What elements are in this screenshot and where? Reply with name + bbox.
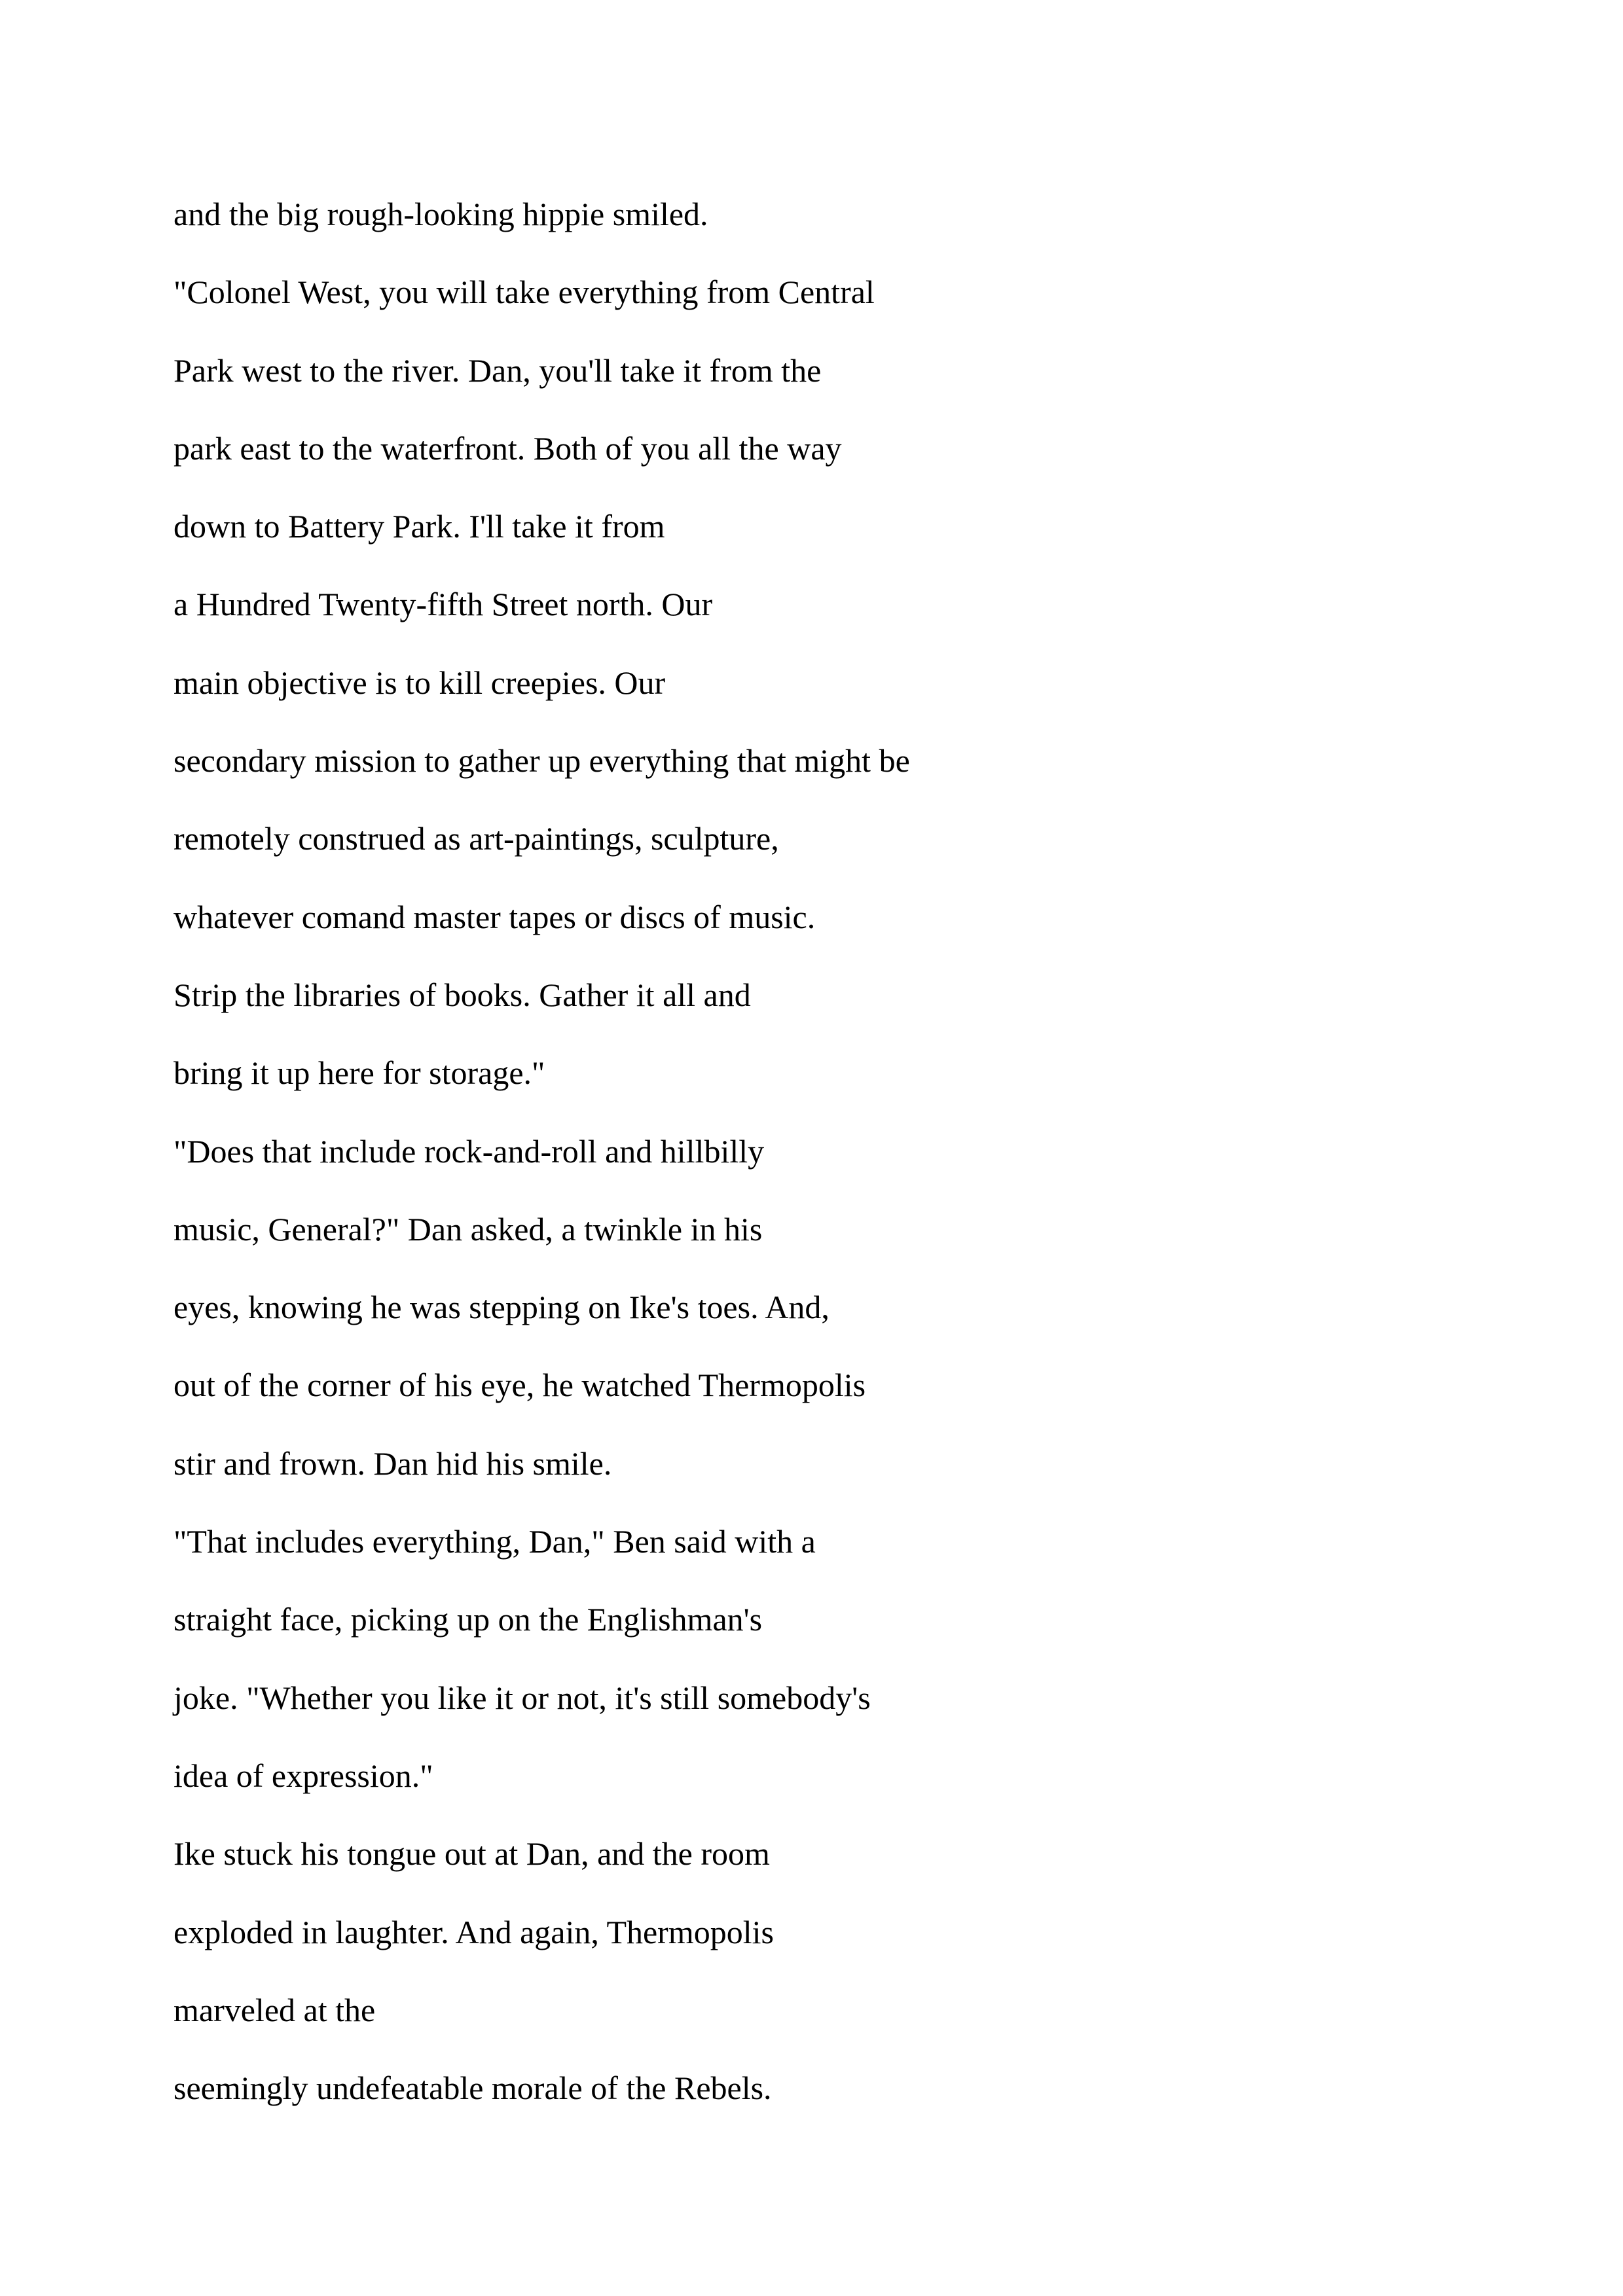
text-line: "Does that include rock-and-roll and hillbilly (173, 1132, 765, 1170)
text-line: eyes, knowing he was stepping on Ike's toes. And, (173, 1289, 830, 1326)
text-line: Strip the libraries of books. Gather it all and (173, 976, 751, 1013)
text-line: down to Battery Park. I'll take it from (173, 508, 665, 545)
text-line: main objective is to kill creepies. Our (173, 664, 666, 701)
text-line: bring it up here for storage." (173, 1054, 545, 1092)
text-line: marveled at the (173, 1991, 376, 2028)
text-line: out of the corner of his eye, he watched Thermopolis (173, 1367, 866, 1404)
text-line: "That includes everything, Dan," Ben said with a (173, 1523, 816, 1560)
text-line: Park west to the river. Dan, you'll take it from the (173, 351, 822, 389)
text-line: Ike stuck his tongue out at Dan, and the room (173, 1835, 770, 1873)
text-line: idea of expression." (173, 1757, 433, 1794)
text-line: whatever comand master tapes or discs of music. (173, 898, 816, 935)
text-line: exploded in laughter. And again, Thermopolis (173, 1913, 774, 1950)
text-line: straight face, picking up on the Englishman's (173, 1601, 763, 1638)
text-line: "Colonel West, you will take everything from Central (173, 274, 875, 311)
body-text (173, 190, 1417, 2142)
text-line: music, General?" Dan asked, a twinkle in his (173, 1210, 763, 1247)
text-line: seemingly undefeatable morale of the Rebels. (173, 2070, 772, 2107)
text-line: joke. "Whether you like it or not, it's still somebody's (173, 1679, 871, 1716)
text-line: a Hundred Twenty-fifth Street north. Our (173, 586, 713, 623)
text-line: secondary mission to gather up everything that might be (173, 742, 910, 780)
text-line: park east to the waterfront. Both of you all the way (173, 429, 842, 467)
text-line: stir and frown. Dan hid his smile. (173, 1444, 612, 1482)
text-line: and the big rough-looking hippie smiled. (173, 196, 708, 232)
text-line: remotely construed as art-paintings, sculpture, (173, 820, 779, 857)
